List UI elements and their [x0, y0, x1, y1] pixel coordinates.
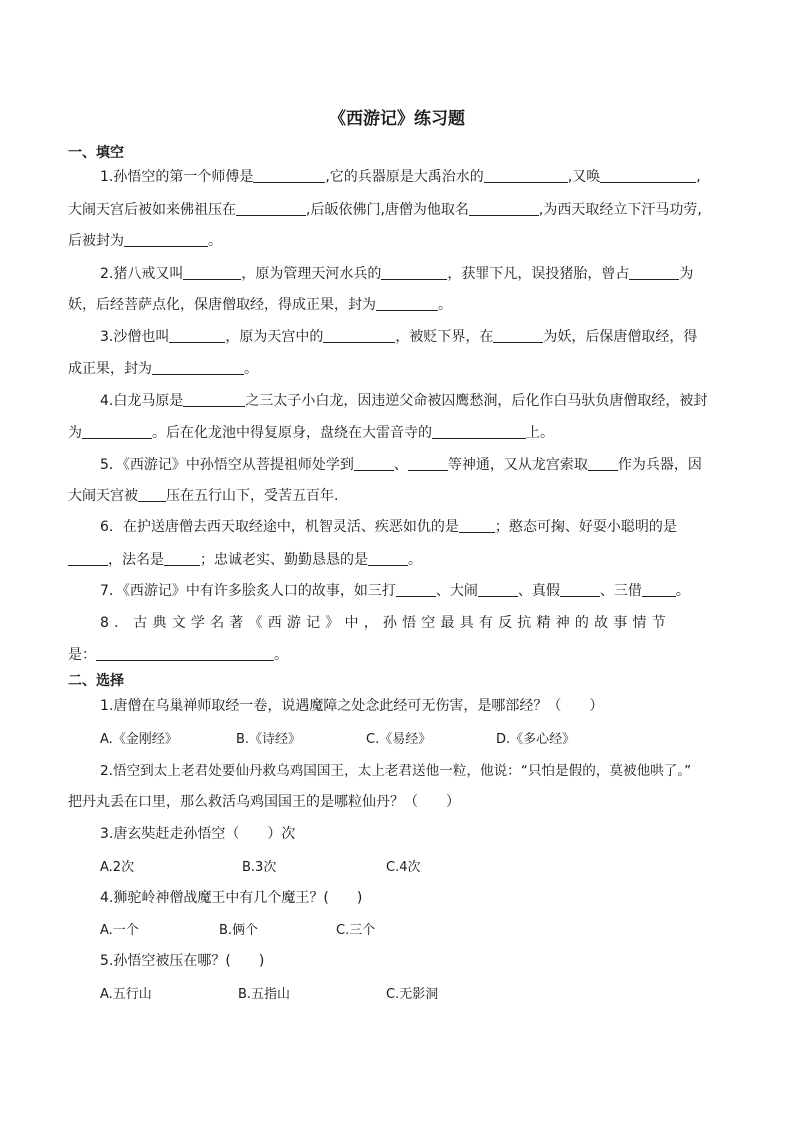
answer-blank[interactable]	[560, 582, 600, 597]
section-heading-fill: 一、填空	[68, 145, 124, 161]
text: 。	[408, 552, 422, 568]
text: 。	[438, 297, 452, 313]
choice-q3-text: 3.唐玄奘赶走孙悟空（ ）次	[100, 826, 296, 842]
answer-blank[interactable]	[138, 487, 166, 502]
text: 、三借	[599, 583, 642, 599]
answer-blank[interactable]	[629, 265, 679, 280]
text: ,它的兵器原是大禹治水的	[325, 169, 484, 185]
answer-blank[interactable]	[642, 582, 676, 597]
text: ；憨态可掬、好耍小聪明的是	[494, 519, 677, 535]
fill-q3-line1	[100, 326, 697, 346]
answer-blank[interactable]	[124, 232, 208, 247]
answer-blank[interactable]	[381, 265, 447, 280]
fill-q5-line2	[68, 485, 338, 505]
text: 为妖，后保唐僧取经，得	[543, 329, 698, 345]
fill-q3-line2	[68, 358, 258, 378]
text: 大闹天宫被	[68, 488, 138, 504]
page-title: 《西游记》练习题	[329, 109, 465, 129]
answer-blank[interactable]	[432, 424, 526, 439]
text: 。	[208, 233, 222, 249]
text: 6．在护送唐僧去西天取经途中，机智灵活、疾恶如仇的是	[100, 519, 459, 535]
choice-q5-text: 5.孙悟空被压在哪？( )	[100, 953, 265, 969]
fill-q2-line1	[100, 263, 693, 283]
answer-blank[interactable]	[478, 582, 518, 597]
answer-blank[interactable]	[588, 456, 618, 471]
fill-q4-line1	[100, 390, 707, 410]
text: 1.孙悟空的第一个师傅是	[100, 169, 254, 185]
text: ，被贬下界，在	[395, 329, 494, 345]
text: 3.沙僧也叫	[100, 329, 170, 345]
text: ，获罪下凡，误投猪胎，曾占	[447, 266, 630, 282]
answer-blank[interactable]	[82, 424, 152, 439]
text: 。	[244, 361, 258, 377]
text: 4.白龙马原是	[100, 393, 184, 409]
text: 之三太子小白龙，因违逆父命被囚鹰愁涧，后化作白马驮负唐僧取经，被封	[245, 393, 708, 409]
choice-q5-option-b[interactable]: B.五指山	[238, 987, 291, 1002]
text: ,	[696, 169, 701, 185]
answer-blank[interactable]	[600, 168, 696, 183]
choice-q1-option-c[interactable]: C.《易经》	[366, 732, 432, 747]
choice-q1-text: 1.唐僧在乌巢禅师取经一卷，说遇魔障之处念此经可无伤害，是哪部经？（ ）	[100, 698, 604, 714]
text: 作为兵器，因	[617, 457, 702, 473]
fill-q1-line1	[100, 166, 701, 186]
answer-blank[interactable]	[408, 456, 448, 471]
text: 、大闹	[435, 583, 478, 599]
answer-blank[interactable]	[152, 360, 244, 375]
text: 。	[675, 583, 690, 599]
text: 上。	[526, 425, 554, 441]
fill-q2-line2	[68, 294, 452, 314]
text: ，原为天宫中的	[225, 329, 324, 345]
choice-q1-option-b[interactable]: B.《诗经》	[236, 732, 302, 747]
answer-blank[interactable]	[183, 265, 241, 280]
section-heading-choice: 二、选择	[68, 673, 124, 689]
answer-blank[interactable]	[376, 296, 438, 311]
text: 后被封为	[68, 233, 124, 249]
choice-q4-option-b[interactable]: B.俩个	[219, 923, 259, 938]
choice-q2-text: 2.悟空到太上老君处要仙丹救乌鸡国国王，太上老君送他一粒，他说：“只怕是假的，莫被他哄了。”	[100, 763, 692, 779]
answer-blank[interactable]	[68, 551, 108, 566]
choice-q3-option-b[interactable]: B.3次	[242, 860, 277, 875]
text: 妖，后经菩萨点化，保唐僧取经，得成正果，封为	[68, 297, 376, 313]
choice-q4-text: 4.狮驼岭神僧战魔王中有几个魔王？( )	[100, 890, 363, 906]
choice-q3-option-a[interactable]: A.2次	[100, 860, 135, 875]
text: ；忠诚老实、勤勤恳恳的是	[200, 552, 368, 568]
choice-q1-option-a[interactable]: A.《金刚经》	[100, 732, 178, 747]
fill-q4-line2	[68, 422, 554, 442]
choice-q4-option-c[interactable]: C.三个	[336, 923, 376, 938]
answer-blank[interactable]	[323, 328, 395, 343]
fill-q6-line1	[100, 516, 677, 536]
fill-q7-line1	[100, 580, 690, 600]
text: ,为西天取经立下汗马功劳,	[538, 202, 702, 218]
text: 5．《西游记》中孙悟空从菩提祖师处学到	[100, 457, 354, 473]
text: 、真假	[517, 583, 560, 599]
answer-blank[interactable]	[253, 168, 325, 183]
fill-q6-line2	[68, 549, 422, 569]
answer-blank[interactable]	[164, 551, 200, 566]
choice-q3-option-c[interactable]: C.4次	[386, 860, 421, 875]
answer-blank[interactable]	[484, 168, 568, 183]
text: 为	[679, 266, 694, 282]
text: 。	[274, 647, 288, 663]
text: 成正果，封为	[68, 361, 152, 377]
fill-q1-line2	[68, 199, 702, 219]
text: ，法名是	[108, 552, 164, 568]
text: 。后在化龙池中得复原身，盘绕在大雷音寺的	[152, 425, 432, 441]
text: ，原为管理天河水兵的	[241, 266, 382, 282]
answer-blank[interactable]	[396, 582, 436, 597]
fill-q8-line1: 8．古典文学名著《西游记》中，孙悟空最具有反抗精神的故事情节	[100, 615, 671, 631]
choice-q2-text-cont: 把丹丸丢在口里，那么救活乌鸡国国王的是哪粒仙丹？（ ）	[68, 794, 460, 810]
text: ,后皈依佛门,唐僧为他取名	[306, 202, 469, 218]
answer-blank[interactable]	[169, 328, 225, 343]
answer-blank[interactable]	[493, 328, 543, 343]
fill-q5-line1	[100, 454, 702, 474]
answer-blank[interactable]	[459, 518, 495, 533]
text: 2.猪八戒又叫	[100, 266, 184, 282]
answer-blank[interactable]	[368, 551, 408, 566]
answer-blank[interactable]	[354, 456, 394, 471]
answer-blank[interactable]	[469, 201, 539, 216]
fill-q8-line2	[68, 644, 288, 664]
text: 为	[68, 425, 82, 441]
text: 等神通，又从龙宫索取	[447, 457, 588, 473]
choice-q5-option-a[interactable]: A.五行山	[100, 987, 152, 1002]
text: 压在五行山下，受苦五百年.	[166, 488, 339, 504]
answer-blank[interactable]	[183, 392, 245, 407]
text: 7．《西游记》中有许多脍炙人口的故事，如三打	[100, 583, 396, 599]
text: 、	[393, 457, 408, 473]
fill-q1-line3	[68, 230, 222, 250]
choice-q5-option-c[interactable]: C.无影洞	[386, 987, 439, 1002]
text: 是：	[68, 647, 96, 663]
choice-q4-option-a[interactable]: A.一个	[100, 923, 139, 938]
answer-blank[interactable]	[236, 201, 306, 216]
text: ,又唤	[567, 169, 601, 185]
choice-q1-option-d[interactable]: D.《多心经》	[496, 732, 576, 747]
answer-blank[interactable]	[96, 646, 274, 661]
text: 大闹天宫后被如来佛祖压在	[68, 202, 236, 218]
